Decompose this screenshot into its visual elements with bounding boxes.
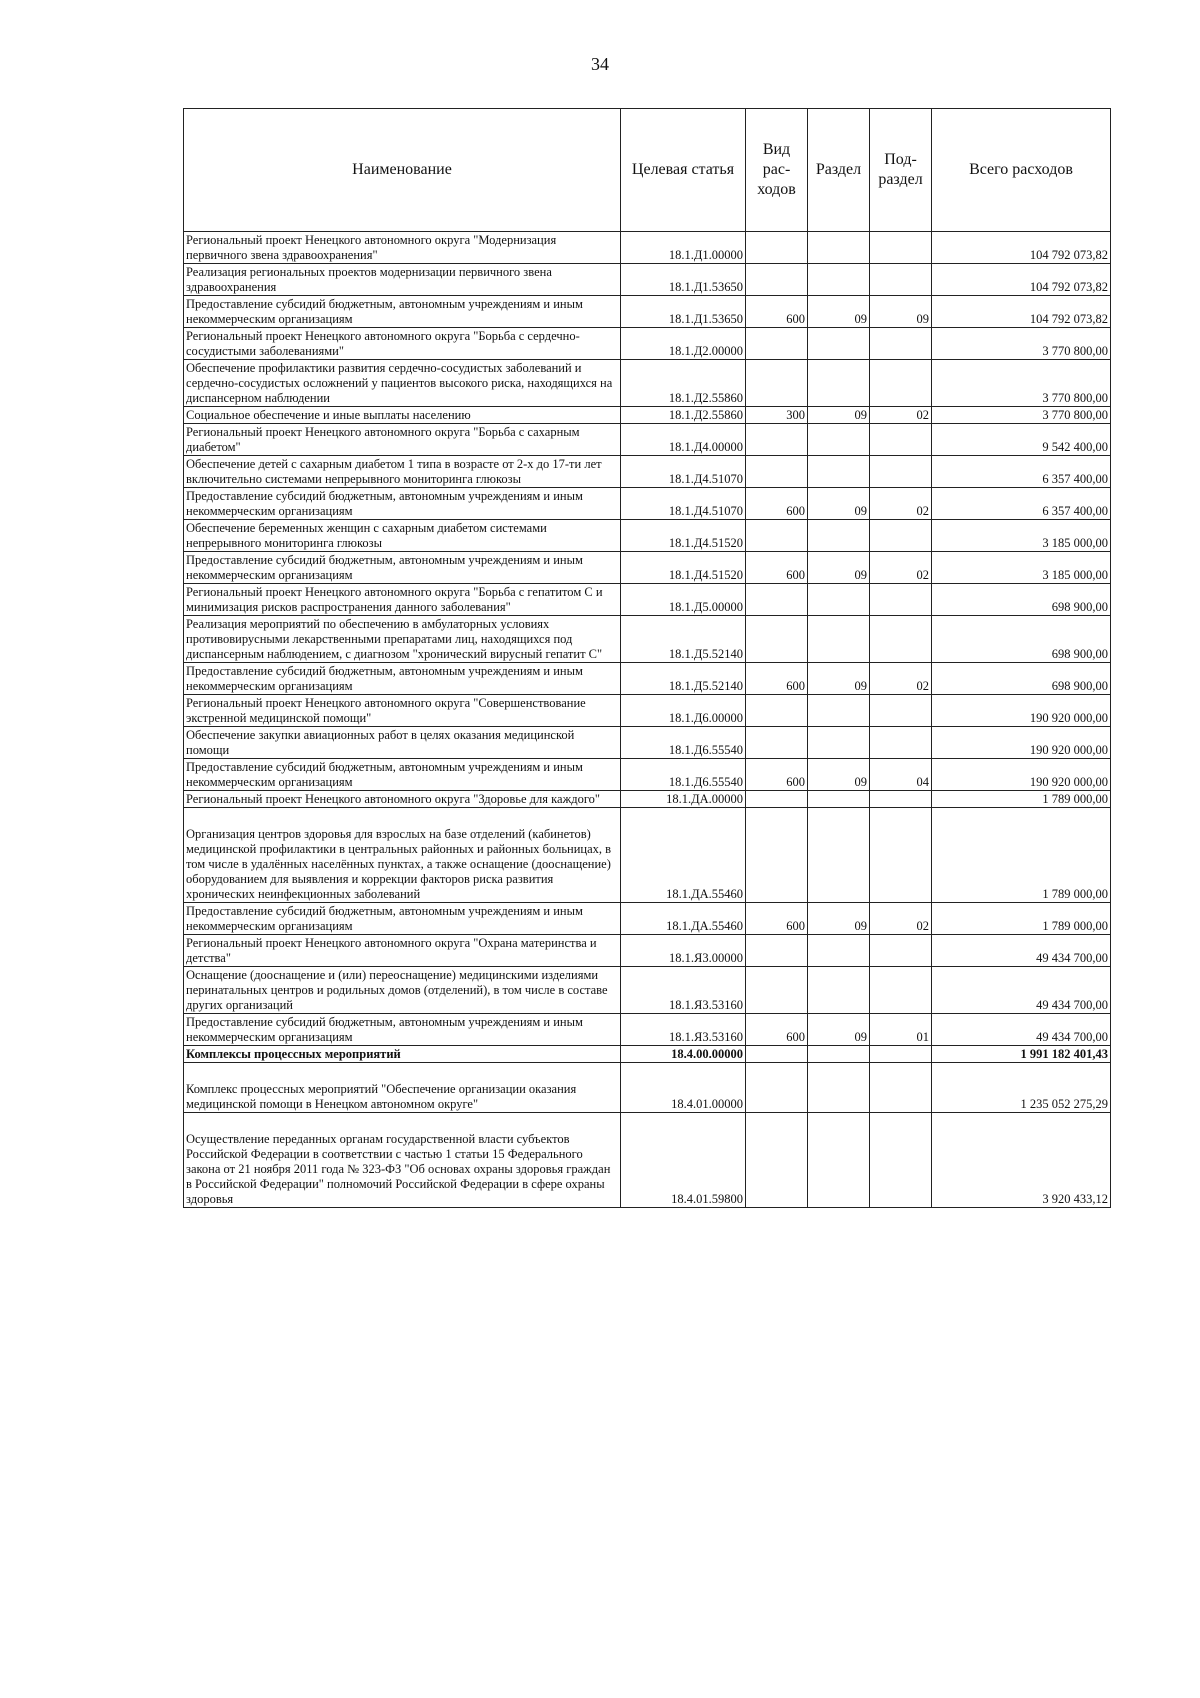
cell-section: 09: [808, 759, 870, 791]
cell-target-item: 18.1.Д5.52140: [621, 663, 746, 695]
cell-name: Региональный проект Ненецкого автономного округа "Совершенствование экстренной медицинской помощи": [184, 695, 621, 727]
cell-total: 3 920 433,12: [932, 1113, 1111, 1208]
table-row: [184, 808, 1111, 903]
cell-subsection: [870, 232, 932, 264]
table-row: [184, 967, 1111, 1014]
cell-subsection: [870, 360, 932, 407]
header-name: Наименование: [184, 109, 621, 232]
header-total: Всего расходов: [932, 109, 1111, 232]
table-row: [184, 727, 1111, 759]
cell-target-item: 18.1.Д1.00000: [621, 232, 746, 264]
cell-target-item: 18.1.Д4.00000: [621, 424, 746, 456]
cell-name: Предоставление субсидий бюджетным, автономным учреждениям и иным некоммерческим организациям: [184, 488, 621, 520]
cell-expense-type: [746, 584, 808, 616]
cell-expense-type: [746, 791, 808, 808]
cell-total: 1 789 000,00: [932, 903, 1111, 935]
cell-expense-type: 600: [746, 296, 808, 328]
cell-expense-type: 600: [746, 1014, 808, 1046]
cell-subsection: [870, 424, 932, 456]
cell-target-item: 18.1.Д6.55540: [621, 759, 746, 791]
cell-total: 698 900,00: [932, 663, 1111, 695]
table-row: [184, 616, 1111, 663]
cell-total: 6 357 400,00: [932, 488, 1111, 520]
table-row: [184, 407, 1111, 424]
cell-section: [808, 1046, 870, 1063]
cell-expense-type: [746, 360, 808, 407]
cell-subsection: 09: [870, 296, 932, 328]
cell-name: Предоставление субсидий бюджетным, автономным учреждениям и иным некоммерческим организациям: [184, 296, 621, 328]
table-row: [184, 759, 1111, 791]
table-row: [184, 791, 1111, 808]
cell-section: [808, 520, 870, 552]
cell-target-item: 18.1.Д2.55860: [621, 407, 746, 424]
cell-subsection: [870, 616, 932, 663]
cell-name: Организация центров здоровья для взрослых на базе отделений (кабинетов) медицинской профилактики в центральных районных и районных больницах, в том числе в удалённых населённых пунктах, а также оснащение (дооснащение) оборудованием для выявления и коррекции факторов риска развития хронических неинфекционных заболеваний: [184, 808, 621, 903]
cell-name: Региональный проект Ненецкого автономного округа "Охрана материнства и детства": [184, 935, 621, 967]
table-row: [184, 264, 1111, 296]
cell-total: 9 542 400,00: [932, 424, 1111, 456]
table-row: [184, 296, 1111, 328]
cell-subsection: [870, 584, 932, 616]
cell-total: 1 235 052 275,29: [932, 1063, 1111, 1113]
cell-name: Реализация региональных проектов модернизации первичного звена здравоохранения: [184, 264, 621, 296]
cell-section: [808, 360, 870, 407]
page-number: 34: [591, 54, 609, 74]
cell-total: 3 770 800,00: [932, 360, 1111, 407]
cell-section: 09: [808, 407, 870, 424]
cell-expense-type: [746, 808, 808, 903]
cell-section: [808, 584, 870, 616]
cell-expense-type: [746, 232, 808, 264]
cell-section: [808, 264, 870, 296]
cell-total: 1 991 182 401,43: [932, 1046, 1111, 1063]
cell-section: [808, 456, 870, 488]
table-row: [184, 903, 1111, 935]
cell-section: [808, 791, 870, 808]
cell-name: Комплекс процессных мероприятий "Обеспечение организации оказания медицинской помощи в Ненецком автономном округе": [184, 1063, 621, 1113]
cell-subsection: [870, 1046, 932, 1063]
cell-target-item: 18.1.Д1.53650: [621, 296, 746, 328]
cell-total: 3 770 800,00: [932, 328, 1111, 360]
cell-total: 104 792 073,82: [932, 232, 1111, 264]
cell-subsection: [870, 967, 932, 1014]
cell-section: [808, 424, 870, 456]
cell-section: [808, 727, 870, 759]
cell-subsection: [870, 264, 932, 296]
cell-subsection: 02: [870, 488, 932, 520]
cell-target-item: 18.1.ДА.55460: [621, 808, 746, 903]
cell-expense-type: [746, 1046, 808, 1063]
cell-expense-type: [746, 520, 808, 552]
cell-section: [808, 1063, 870, 1113]
table-row: [184, 328, 1111, 360]
header-section: Раздел: [808, 109, 870, 232]
cell-expense-type: 600: [746, 488, 808, 520]
cell-expense-type: [746, 424, 808, 456]
cell-subsection: [870, 328, 932, 360]
cell-expense-type: [746, 456, 808, 488]
cell-name: Обеспечение детей с сахарным диабетом 1 типа в возрасте от 2-х до 17-ти лет включительно системами непрерывного мониторинга глюкозы: [184, 456, 621, 488]
header-expense-type: Вид рас-ходов: [746, 109, 808, 232]
cell-name: Обеспечение беременных женщин с сахарным диабетом системами непрерывного мониторинга глюкозы: [184, 520, 621, 552]
table-row: [184, 1046, 1111, 1063]
cell-expense-type: [746, 616, 808, 663]
cell-target-item: 18.1.ДА.55460: [621, 903, 746, 935]
table-row: [184, 695, 1111, 727]
cell-target-item: 18.1.Д6.00000: [621, 695, 746, 727]
table-row: [184, 584, 1111, 616]
cell-name: Региональный проект Ненецкого автономного округа "Борьба с сердечно-сосудистыми заболеваниями": [184, 328, 621, 360]
cell-section: 09: [808, 663, 870, 695]
cell-section: [808, 967, 870, 1014]
cell-target-item: 18.1.Д6.55540: [621, 727, 746, 759]
cell-total: 3 770 800,00: [932, 407, 1111, 424]
cell-name: Региональный проект Ненецкого автономного округа "Борьба с гепатитом С и минимизация рисков распространения данного заболевания": [184, 584, 621, 616]
cell-total: 1 789 000,00: [932, 808, 1111, 903]
cell-name: Комплексы процессных мероприятий: [184, 1046, 621, 1063]
cell-subsection: [870, 1113, 932, 1208]
cell-target-item: 18.1.Я3.53160: [621, 1014, 746, 1046]
cell-target-item: 18.4.01.59800: [621, 1113, 746, 1208]
cell-subsection: [870, 791, 932, 808]
cell-expense-type: 600: [746, 663, 808, 695]
cell-total: 49 434 700,00: [932, 967, 1111, 1014]
table-row: [184, 663, 1111, 695]
cell-total: 698 900,00: [932, 584, 1111, 616]
cell-total: 6 357 400,00: [932, 456, 1111, 488]
cell-total: 190 920 000,00: [932, 695, 1111, 727]
cell-section: [808, 935, 870, 967]
cell-subsection: 02: [870, 903, 932, 935]
cell-expense-type: [746, 935, 808, 967]
cell-subsection: [870, 695, 932, 727]
cell-name: Оснащение (дооснащение и (или) переоснащение) медицинскими изделиями перинатальных центров и родильных домов (отделений), в том числе в составе других организаций: [184, 967, 621, 1014]
cell-section: [808, 808, 870, 903]
cell-section: [808, 695, 870, 727]
cell-section: [808, 328, 870, 360]
cell-section: 09: [808, 296, 870, 328]
cell-name: Региональный проект Ненецкого автономного округа "Борьба с сахарным диабетом": [184, 424, 621, 456]
cell-expense-type: 300: [746, 407, 808, 424]
cell-name: Обеспечение закупки авиационных работ в целях оказания медицинской помощи: [184, 727, 621, 759]
cell-subsection: [870, 935, 932, 967]
cell-section: [808, 232, 870, 264]
cell-expense-type: [746, 695, 808, 727]
table-row: [184, 488, 1111, 520]
cell-target-item: 18.1.Д4.51070: [621, 488, 746, 520]
cell-section: 09: [808, 552, 870, 584]
cell-target-item: 18.1.Д2.00000: [621, 328, 746, 360]
cell-section: 09: [808, 903, 870, 935]
cell-target-item: 18.4.00.00000: [621, 1046, 746, 1063]
cell-target-item: 18.1.Я3.00000: [621, 935, 746, 967]
cell-target-item: 18.1.Д5.00000: [621, 584, 746, 616]
table-row: [184, 424, 1111, 456]
cell-name: Осуществление переданных органам государственной власти субъектов Российской Федерации в соответствии с частью 1 статьи 15 Федерального закона от 21 ноября 2011 года № 323-ФЗ "Об основах охраны здоровья граждан в Российской Федерации" полномочий Российской Федерации в сфере охраны здоровья: [184, 1113, 621, 1208]
cell-name: Региональный проект Ненецкого автономного округа "Модернизация первичного звена здравоохранения": [184, 232, 621, 264]
cell-name: Социальное обеспечение и иные выплаты населению: [184, 407, 621, 424]
cell-total: 49 434 700,00: [932, 1014, 1111, 1046]
cell-section: [808, 1113, 870, 1208]
cell-expense-type: 600: [746, 903, 808, 935]
cell-target-item: 18.4.01.00000: [621, 1063, 746, 1113]
cell-name: Предоставление субсидий бюджетным, автономным учреждениям и иным некоммерческим организациям: [184, 903, 621, 935]
cell-total: 190 920 000,00: [932, 727, 1111, 759]
table-row: [184, 1063, 1111, 1113]
cell-expense-type: [746, 328, 808, 360]
table-row: [184, 1113, 1111, 1208]
cell-target-item: 18.1.Д4.51520: [621, 552, 746, 584]
cell-target-item: 18.1.Д4.51520: [621, 520, 746, 552]
cell-subsection: [870, 808, 932, 903]
cell-subsection: [870, 1063, 932, 1113]
cell-subsection: 04: [870, 759, 932, 791]
cell-section: [808, 616, 870, 663]
cell-expense-type: 600: [746, 759, 808, 791]
cell-subsection: 02: [870, 407, 932, 424]
header-subsection: Под-раздел: [870, 109, 932, 232]
cell-total: 104 792 073,82: [932, 296, 1111, 328]
cell-subsection: [870, 727, 932, 759]
table-row: [184, 552, 1111, 584]
table-row: [184, 935, 1111, 967]
cell-total: 1 789 000,00: [932, 791, 1111, 808]
cell-expense-type: 600: [746, 552, 808, 584]
cell-name: Реализация мероприятий по обеспечению в амбулаторных условиях противовирусными лекарственными препаратами лиц, находящихся под диспансерным наблюдением, с диагнозом "хронический вирусный гепатит С": [184, 616, 621, 663]
cell-name: Предоставление субсидий бюджетным, автономным учреждениям и иным некоммерческим организациям: [184, 1014, 621, 1046]
cell-total: 698 900,00: [932, 616, 1111, 663]
cell-target-item: 18.1.Д4.51070: [621, 456, 746, 488]
cell-section: 09: [808, 1014, 870, 1046]
cell-total: 190 920 000,00: [932, 759, 1111, 791]
cell-subsection: 01: [870, 1014, 932, 1046]
cell-expense-type: [746, 264, 808, 296]
table-header-row: [184, 109, 1111, 232]
table-row: [184, 1014, 1111, 1046]
cell-name: Региональный проект Ненецкого автономного округа "Здоровье для каждого": [184, 791, 621, 808]
cell-target-item: 18.1.ДА.00000: [621, 791, 746, 808]
cell-expense-type: [746, 967, 808, 1014]
cell-total: 3 185 000,00: [932, 552, 1111, 584]
cell-total: 3 185 000,00: [932, 520, 1111, 552]
cell-expense-type: [746, 1113, 808, 1208]
table-row: [184, 232, 1111, 264]
cell-target-item: 18.1.Я3.53160: [621, 967, 746, 1014]
cell-subsection: 02: [870, 663, 932, 695]
cell-name: Предоставление субсидий бюджетным, автономным учреждениям и иным некоммерческим организациям: [184, 759, 621, 791]
cell-name: Предоставление субсидий бюджетным, автономным учреждениям и иным некоммерческим организациям: [184, 552, 621, 584]
cell-name: Предоставление субсидий бюджетным, автономным учреждениям и иным некоммерческим организациям: [184, 663, 621, 695]
cell-subsection: 02: [870, 552, 932, 584]
cell-expense-type: [746, 727, 808, 759]
table-row: [184, 520, 1111, 552]
cell-total: 49 434 700,00: [932, 935, 1111, 967]
cell-target-item: 18.1.Д1.53650: [621, 264, 746, 296]
cell-target-item: 18.1.Д2.55860: [621, 360, 746, 407]
header-target-item: Целевая статья: [621, 109, 746, 232]
cell-name: Обеспечение профилактики развития сердечно-сосудистых заболеваний и сердечно-сосудистых осложнений у пациентов высокого риска, находящихся на диспансерном наблюдении: [184, 360, 621, 407]
budget-table: [183, 108, 1111, 1208]
cell-expense-type: [746, 1063, 808, 1113]
cell-target-item: 18.1.Д5.52140: [621, 616, 746, 663]
table-row: [184, 360, 1111, 407]
cell-subsection: [870, 456, 932, 488]
cell-section: 09: [808, 488, 870, 520]
cell-subsection: [870, 520, 932, 552]
cell-total: 104 792 073,82: [932, 264, 1111, 296]
table-row: [184, 456, 1111, 488]
